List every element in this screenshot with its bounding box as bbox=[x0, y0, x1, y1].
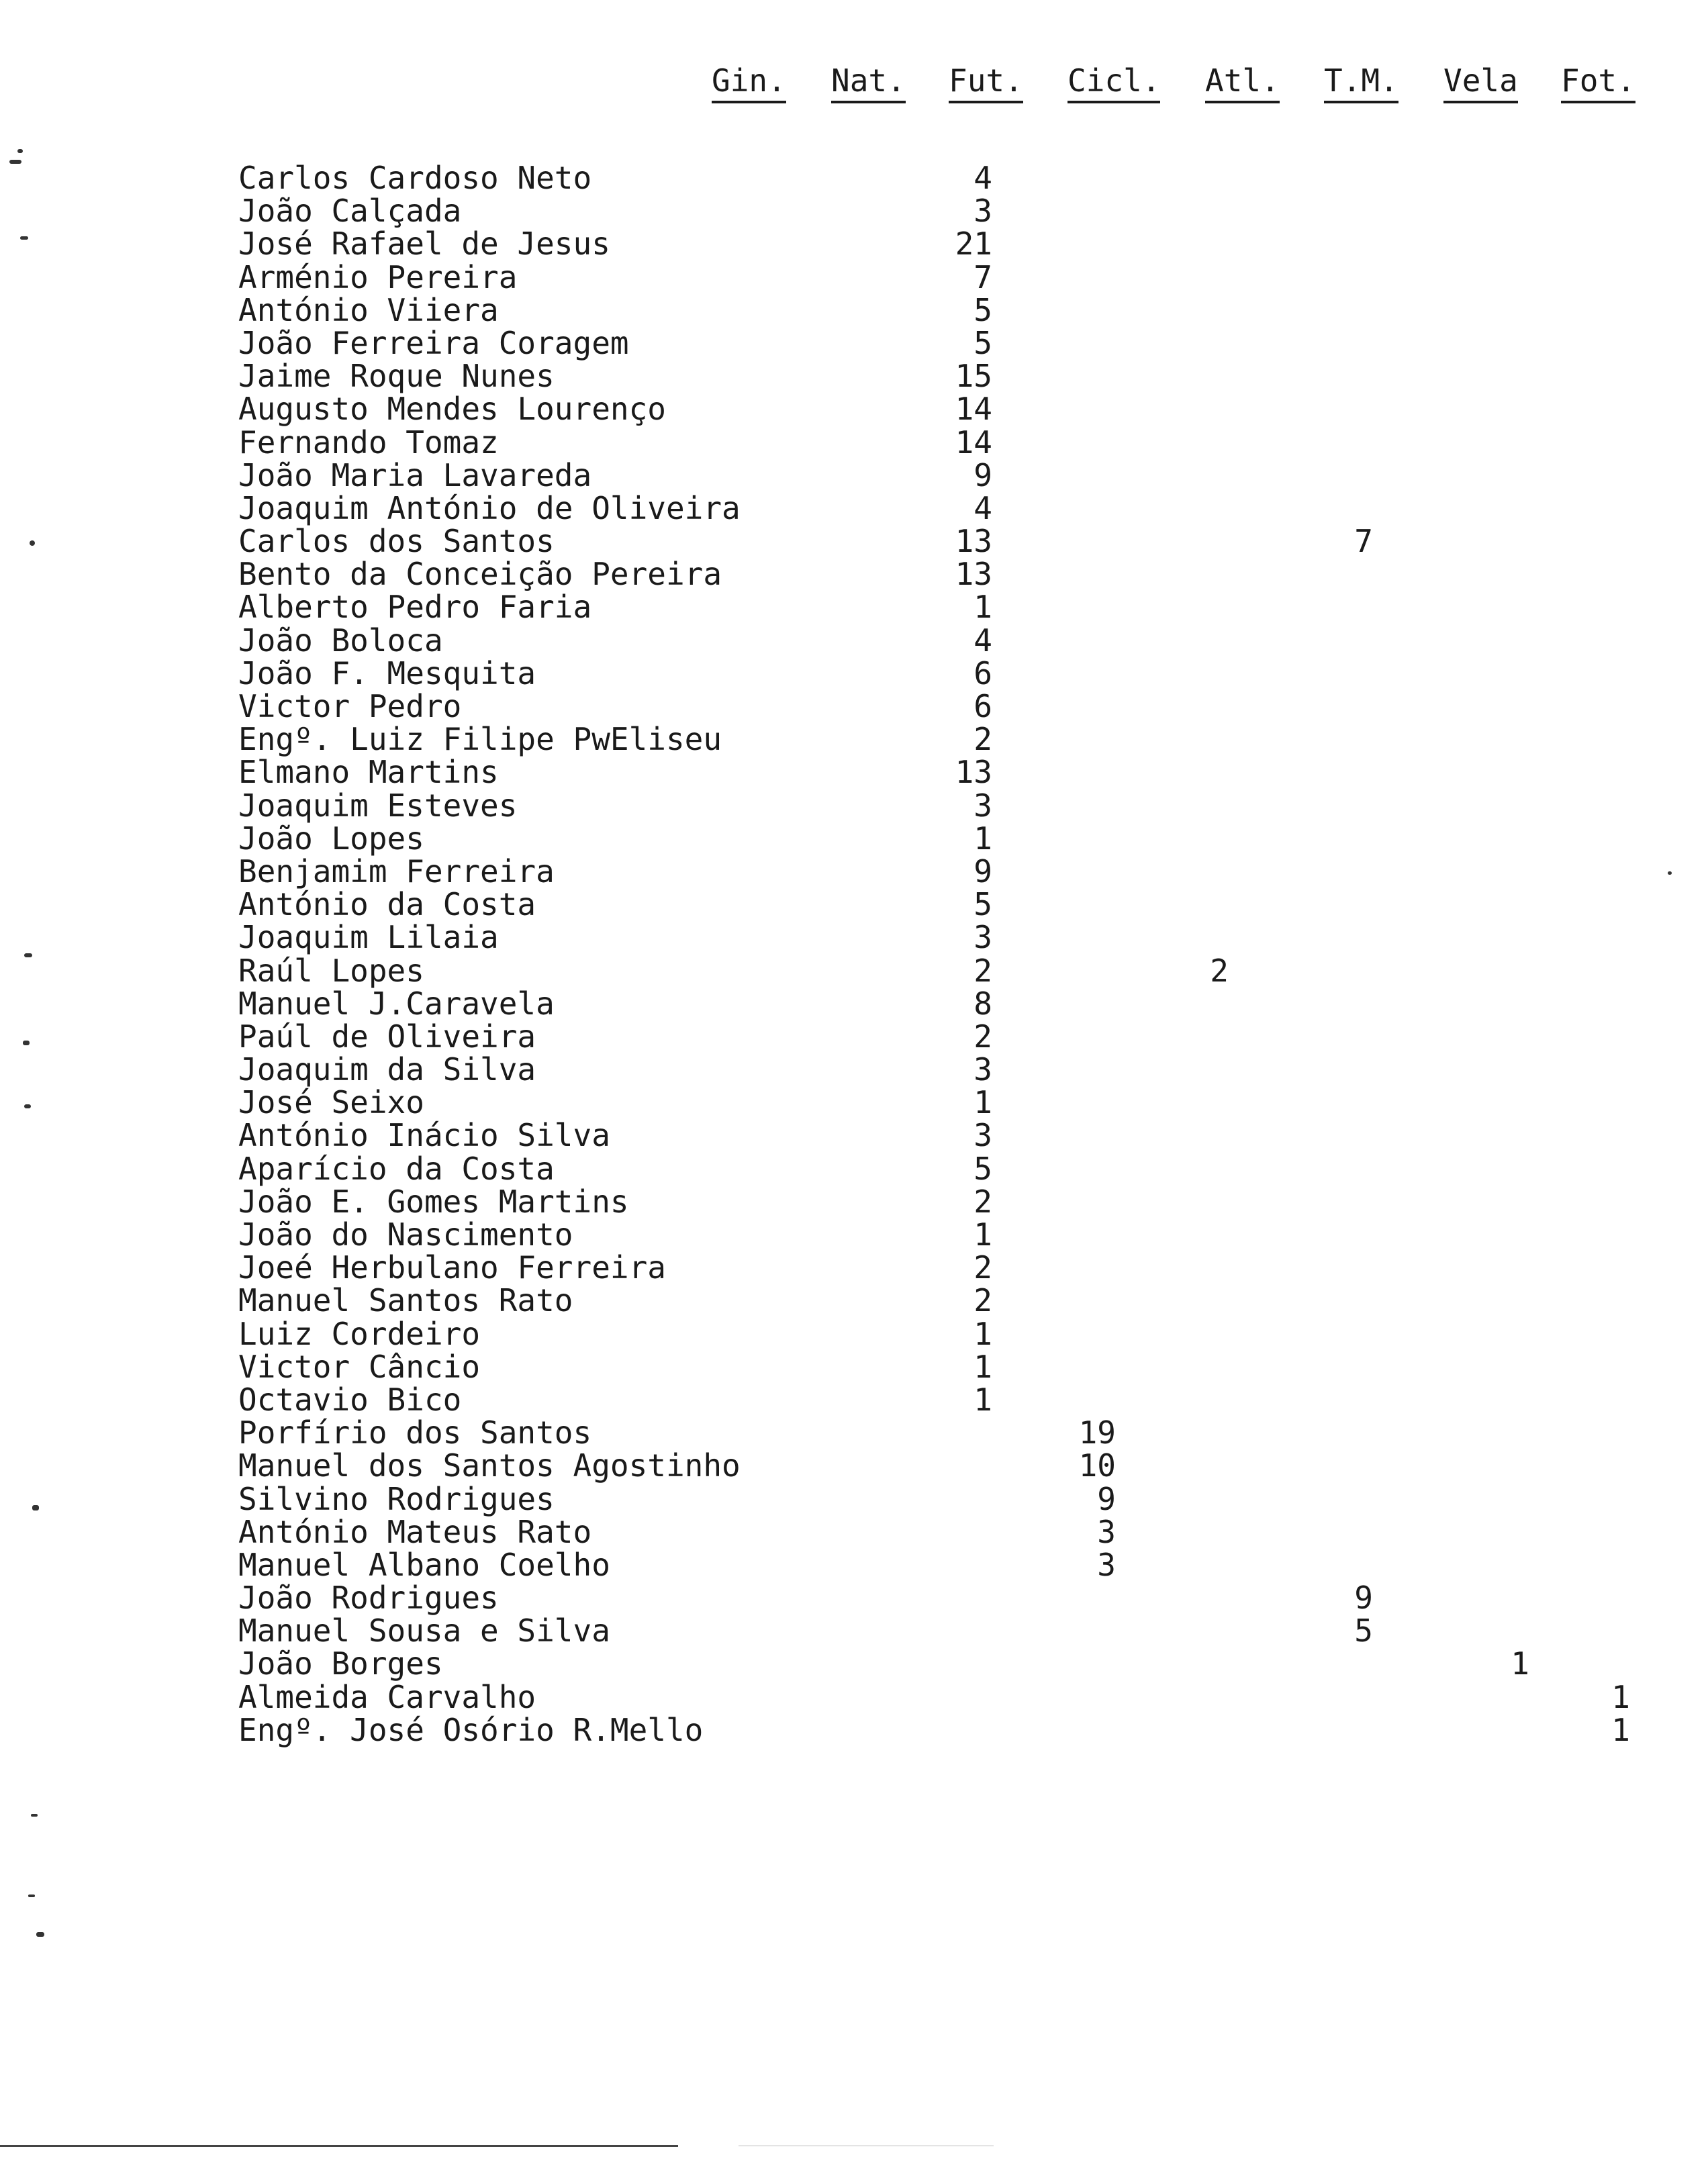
table-row bbox=[0, 723, 1708, 756]
athlete-name: António Viiera bbox=[238, 291, 499, 328]
bottom-rule bbox=[0, 2145, 678, 2147]
table-row bbox=[0, 1414, 1708, 1451]
athlete-name: Manuel J.Caravela bbox=[238, 985, 555, 1022]
athlete-name: Benjamim Ferreira bbox=[238, 853, 555, 890]
table-row bbox=[0, 195, 1708, 228]
cell-fut: 21 bbox=[955, 226, 992, 262]
table-row bbox=[0, 591, 1708, 624]
cell-fut: 5 bbox=[974, 886, 992, 923]
margin-mark bbox=[17, 149, 23, 153]
cell-fut: 9 bbox=[974, 853, 992, 890]
table-row bbox=[0, 1086, 1708, 1119]
table-row bbox=[0, 1678, 1708, 1715]
margin-mark bbox=[24, 1104, 31, 1108]
cell-fut: 2 bbox=[974, 1249, 992, 1286]
table-row bbox=[0, 1711, 1708, 1748]
athlete-name: Almeida Carvalho bbox=[238, 1678, 536, 1715]
athlete-name: João do Nascimento bbox=[238, 1216, 573, 1253]
table-row bbox=[0, 1381, 1708, 1418]
cell-cicl: 3 bbox=[1097, 1513, 1116, 1550]
athlete-name: Joaquim da Silva bbox=[238, 1051, 536, 1088]
athlete-name: Aparício da Costa bbox=[238, 1150, 555, 1187]
table-row bbox=[0, 1284, 1708, 1317]
table-row bbox=[0, 360, 1708, 393]
athlete-name: João Lopes bbox=[238, 820, 424, 857]
column-header-row bbox=[0, 62, 1708, 109]
table-row bbox=[0, 459, 1708, 492]
athlete-name: João Rodrigues bbox=[238, 1580, 499, 1617]
table-row bbox=[0, 291, 1708, 328]
margin-mark bbox=[32, 1505, 39, 1510]
cell-vela: 1 bbox=[1511, 1645, 1529, 1682]
cell-fot: 1 bbox=[1611, 1711, 1630, 1748]
cell-fut: 5 bbox=[974, 1150, 992, 1187]
table-row bbox=[0, 489, 1708, 526]
table-row bbox=[0, 952, 1708, 989]
table-row bbox=[0, 657, 1708, 690]
athlete-name: João Boloca bbox=[238, 622, 443, 659]
table-row bbox=[0, 690, 1708, 723]
table-row bbox=[0, 1053, 1708, 1086]
cell-fut: 2 bbox=[974, 721, 992, 758]
column-header-atl: Atl. bbox=[1205, 62, 1280, 103]
table-row bbox=[0, 525, 1708, 558]
cell-fut: 1 bbox=[974, 1216, 992, 1253]
cell-fut: 13 bbox=[955, 754, 992, 791]
table-row bbox=[0, 855, 1708, 888]
column-header-fut: Fut. bbox=[949, 62, 1023, 103]
cell-fut: 1 bbox=[974, 1315, 992, 1352]
column-header-cicl: Cicl. bbox=[1068, 62, 1160, 103]
cell-cicl: 10 bbox=[1078, 1447, 1116, 1484]
cell-cicl: 3 bbox=[1097, 1546, 1116, 1583]
margin-mark bbox=[1668, 871, 1672, 875]
table-row bbox=[0, 1150, 1708, 1187]
athlete-name: Bento da Conceição Pereira bbox=[238, 556, 722, 593]
athlete-name: Joaquim Esteves bbox=[238, 787, 518, 824]
table-row bbox=[0, 624, 1708, 657]
cell-cicl: 19 bbox=[1078, 1414, 1116, 1451]
margin-mark bbox=[23, 1041, 30, 1045]
athlete-name: Augusto Mendes Lourenço bbox=[238, 391, 666, 428]
cell-fut: 3 bbox=[974, 1051, 992, 1088]
athlete-name: João Maria Lavareda bbox=[238, 457, 592, 493]
table-row bbox=[0, 1582, 1708, 1615]
cell-fut: 14 bbox=[955, 424, 992, 461]
table-row bbox=[0, 1251, 1708, 1284]
margin-mark bbox=[9, 160, 21, 164]
athlete-name: Joaquim Lilaia bbox=[238, 919, 499, 956]
table-row bbox=[0, 426, 1708, 459]
athlete-name: Victor Pedro bbox=[238, 688, 462, 724]
table-row bbox=[0, 789, 1708, 822]
table-row bbox=[0, 1480, 1708, 1517]
cell-fut: 13 bbox=[955, 523, 992, 560]
cell-fut: 6 bbox=[974, 655, 992, 691]
athlete-name: Porfírio dos Santos bbox=[238, 1414, 592, 1451]
cell-fut: 1 bbox=[974, 589, 992, 626]
cell-fut: 1 bbox=[974, 820, 992, 857]
athlete-name: João Ferreira Coragem bbox=[238, 324, 629, 361]
cell-fut: 2 bbox=[974, 1018, 992, 1055]
margin-mark bbox=[24, 953, 32, 957]
table-row bbox=[0, 1348, 1708, 1385]
athlete-name: João E. Gomes Martins bbox=[238, 1183, 629, 1220]
cell-tm: 5 bbox=[1354, 1613, 1373, 1649]
athlete-name: João Borges bbox=[238, 1645, 443, 1682]
athlete-name: Carlos dos Santos bbox=[238, 523, 555, 560]
cell-atl: 2 bbox=[1210, 952, 1229, 989]
table-row bbox=[0, 1218, 1708, 1251]
table-row bbox=[0, 162, 1708, 195]
cell-fut: 1 bbox=[974, 1084, 992, 1121]
cell-fut: 5 bbox=[974, 291, 992, 328]
cell-fut: 8 bbox=[974, 985, 992, 1022]
athlete-name: Silvino Rodrigues bbox=[238, 1480, 555, 1517]
athlete-name: Paúl de Oliveira bbox=[238, 1018, 536, 1055]
cell-fut: 3 bbox=[974, 193, 992, 230]
athlete-name: José Rafael de Jesus bbox=[238, 226, 610, 262]
athlete-name: Elmano Martins bbox=[238, 754, 499, 791]
cell-fut: 7 bbox=[974, 258, 992, 295]
athlete-name: Manuel Santos Rato bbox=[238, 1282, 573, 1319]
cell-fut: 6 bbox=[974, 688, 992, 724]
athlete-name: Manuel dos Santos Agostinho bbox=[238, 1447, 741, 1484]
table-row bbox=[0, 921, 1708, 954]
athlete-name: João Calçada bbox=[238, 193, 462, 230]
margin-mark bbox=[31, 1814, 38, 1817]
table-row bbox=[0, 1449, 1708, 1482]
athlete-name: Fernando Tomaz bbox=[238, 424, 499, 461]
table-row bbox=[0, 1183, 1708, 1220]
column-header-gin: Gin. bbox=[712, 62, 786, 103]
table-row bbox=[0, 1513, 1708, 1550]
cell-fut: 3 bbox=[974, 919, 992, 956]
cell-fut: 9 bbox=[974, 457, 992, 493]
cell-fut: 15 bbox=[955, 358, 992, 395]
athlete-name: António Mateus Rato bbox=[238, 1513, 592, 1550]
athlete-name: Carlos Cardoso Neto bbox=[238, 160, 592, 196]
athlete-name: Luiz Cordeiro bbox=[238, 1315, 481, 1352]
athlete-name: António Inácio Silva bbox=[238, 1117, 610, 1154]
athlete-name: Raúl Lopes bbox=[238, 952, 424, 989]
cell-tm: 9 bbox=[1354, 1580, 1373, 1617]
athlete-list bbox=[0, 162, 1708, 1747]
table-row bbox=[0, 1647, 1708, 1680]
column-header-tm: T.M. bbox=[1324, 62, 1398, 103]
table-row bbox=[0, 1315, 1708, 1352]
cell-fut: 1 bbox=[974, 1381, 992, 1418]
cell-cicl: 9 bbox=[1097, 1480, 1116, 1517]
margin-mark bbox=[30, 540, 35, 546]
cell-fut: 3 bbox=[974, 787, 992, 824]
cell-fut: 2 bbox=[974, 1183, 992, 1220]
table-row bbox=[0, 228, 1708, 260]
athlete-name: Joeé Herbulano Ferreira bbox=[238, 1249, 666, 1286]
table-row bbox=[0, 1020, 1708, 1053]
athlete-name: José Seixo bbox=[238, 1084, 424, 1121]
cell-fut: 1 bbox=[974, 1348, 992, 1385]
table-row bbox=[0, 985, 1708, 1022]
table-row bbox=[0, 888, 1708, 921]
margin-mark bbox=[28, 1894, 35, 1897]
cell-fut: 2 bbox=[974, 1282, 992, 1319]
athlete-name: Joaquim António de Oliveira bbox=[238, 489, 741, 526]
athlete-name: Engº. José Osório R.Mello bbox=[238, 1711, 704, 1748]
column-header-fot: Fot. bbox=[1561, 62, 1635, 103]
cell-fut: 14 bbox=[955, 391, 992, 428]
table-row bbox=[0, 558, 1708, 591]
table-row bbox=[0, 258, 1708, 295]
table-row bbox=[0, 1546, 1708, 1583]
margin-mark bbox=[20, 236, 28, 240]
athlete-name: Engº. Luiz Filipe PwEliseu bbox=[238, 721, 722, 758]
column-header-nat: Nat. bbox=[831, 62, 906, 103]
table-row bbox=[0, 1119, 1708, 1152]
column-header-vela: Vela bbox=[1443, 62, 1518, 103]
cell-fut: 2 bbox=[974, 952, 992, 989]
table-row bbox=[0, 324, 1708, 361]
cell-fut: 5 bbox=[974, 324, 992, 361]
table-row bbox=[0, 393, 1708, 426]
athlete-name: Jaime Roque Nunes bbox=[238, 358, 555, 395]
athlete-name: Manuel Albano Coelho bbox=[238, 1546, 610, 1583]
athlete-name: Octavio Bico bbox=[238, 1381, 462, 1418]
table-row bbox=[0, 822, 1708, 855]
table-row bbox=[0, 756, 1708, 789]
athlete-name: João F. Mesquita bbox=[238, 655, 536, 691]
athlete-name: Alberto Pedro Faria bbox=[238, 589, 592, 626]
cell-fut: 4 bbox=[974, 622, 992, 659]
cell-fut: 4 bbox=[974, 160, 992, 196]
cell-fut: 3 bbox=[974, 1117, 992, 1154]
cell-fut: 13 bbox=[955, 556, 992, 593]
cell-fut: 4 bbox=[974, 489, 992, 526]
cell-fot: 1 bbox=[1611, 1678, 1630, 1715]
athlete-name: António da Costa bbox=[238, 886, 536, 923]
athlete-name: Manuel Sousa e Silva bbox=[238, 1613, 610, 1649]
table-row bbox=[0, 1615, 1708, 1647]
margin-mark bbox=[36, 1932, 44, 1937]
athlete-name: Victor Câncio bbox=[238, 1348, 481, 1385]
athlete-name: Arménio Pereira bbox=[238, 258, 518, 295]
cell-tm: 7 bbox=[1354, 523, 1373, 560]
